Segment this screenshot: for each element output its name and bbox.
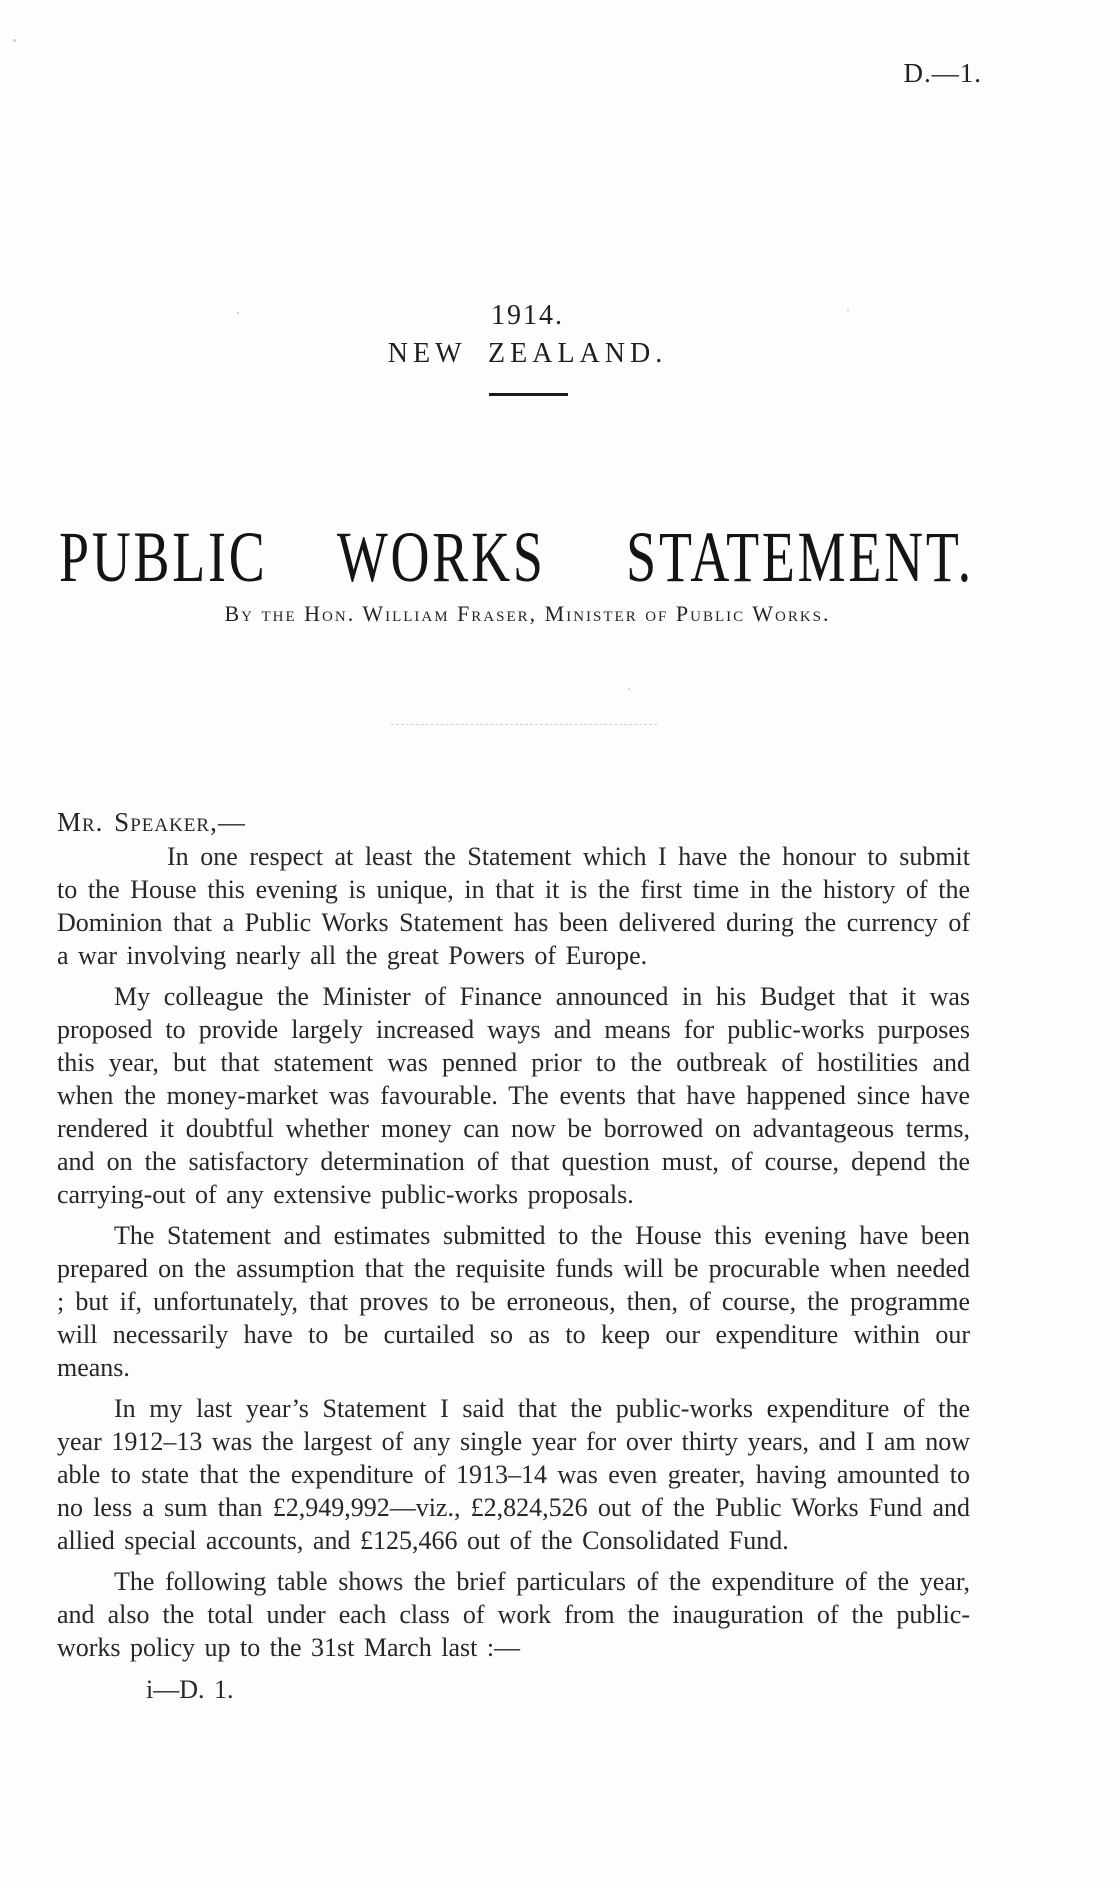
title-word: PUBLIC <box>59 516 268 597</box>
paragraph: The Statement and estimates submitted to the House this evening have been prepared on the assumption that the requisite funds will be procurable when needed ; but if, unfortunately, that proves to be erroneous, then, of course, the programme will necessarily have to be curtailed so as to keep our expenditure within our means. <box>57 1221 970 1382</box>
title-word: WORKS <box>337 516 547 597</box>
page-title <box>59 516 974 597</box>
title-word: STATEMENT. <box>626 516 974 597</box>
salutation: Mr. Speaker,— <box>57 807 246 837</box>
heading-rule <box>489 393 568 396</box>
scan-speck <box>13 39 16 42</box>
byline: By the Hon. William Fraser, Minister of Public Works. <box>224 601 831 626</box>
paragraph: The following table shows the brief particulars of the expenditure of the year, and also the total under each class of work from the inauguration of the public-works policy up to the 31st March last :— <box>57 1567 970 1662</box>
paragraph: My colleague the Minister of Finance announced in his Budget that it was proposed to provide largely increased ways and means for public-works purposes this year, but that statement was penned prior to the outbreak of hostilities and when the money-market was favourable. The events that have happened since have rendered it doubtful whether money can now be borrowed on advantageous terms, and on the satisfactory determination of that question must, of course, depend the carrying-out of any extensive public-works proposals. <box>57 982 970 1209</box>
scan-speck <box>628 688 630 690</box>
paragraph: In one respect at least the Statement which I have the honour to submit to the House this evening is unique, in that it is the first time in the history of the Dominion that a Public Works Statement has been delivered during the currency of a war involving nearly all the great Powers of Europe. <box>57 842 970 970</box>
scan-speck <box>847 309 849 311</box>
footer-mark: i—D. 1. <box>146 1675 234 1704</box>
year-heading: 1914. <box>491 300 564 331</box>
section-separator <box>391 724 657 725</box>
doc-reference: D.—1. <box>903 58 982 88</box>
statement-body <box>57 806 970 1706</box>
country-heading: NEW ZEALAND. <box>387 338 668 369</box>
scan-speck <box>237 312 239 314</box>
paragraph: In my last year’s Statement I said that the public-works expenditure of the year 1912–13 was the largest of any single year for over thirty years, and I am now able to state that the expenditure of 1913–14 was even greater, having amounted to no less a sum than £2,949,992—viz., £2,824,526 out of the Public Works Fund and allied special accounts, and £125,466 out of the Consolidated Fund. <box>57 1394 970 1555</box>
scan-speck <box>430 1456 432 1458</box>
